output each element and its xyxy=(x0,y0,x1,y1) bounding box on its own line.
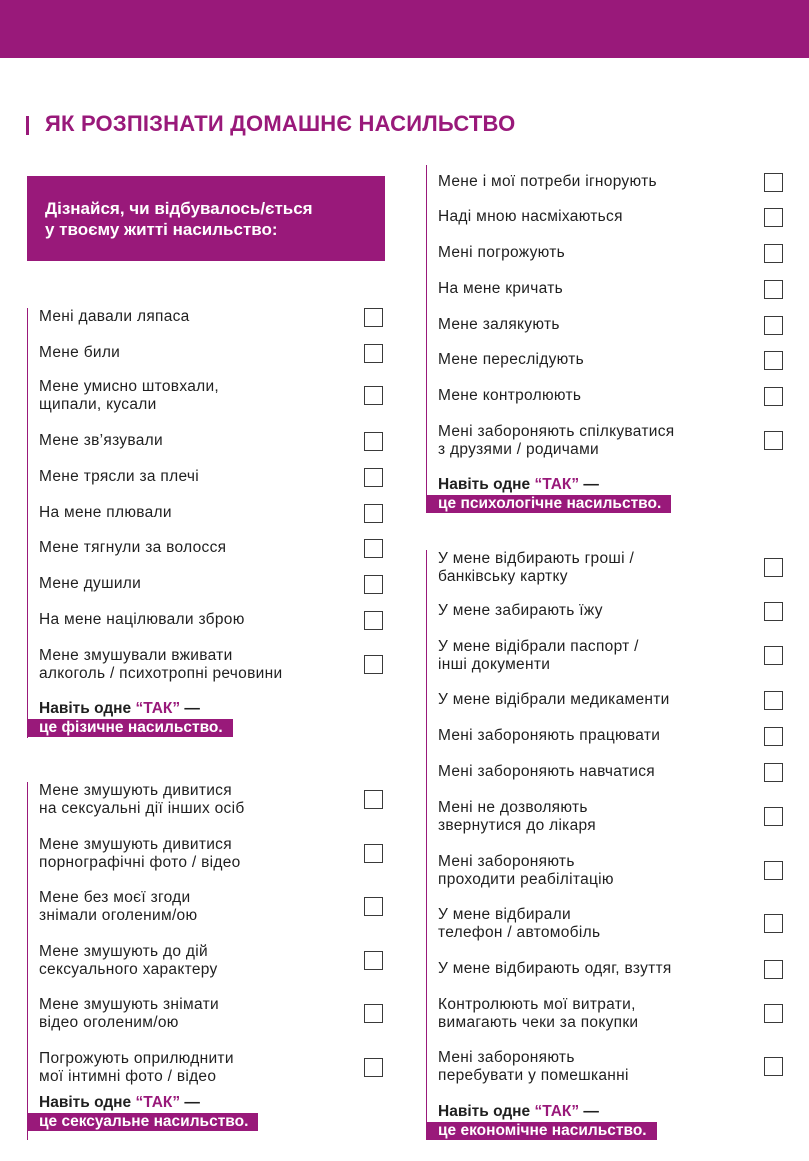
checkbox[interactable] xyxy=(364,504,383,523)
checklist-item xyxy=(438,208,623,226)
conclusion-prefix: Навіть одне xyxy=(39,1094,136,1111)
checkbox[interactable] xyxy=(364,468,383,487)
checklist-item xyxy=(438,763,655,781)
conclusion-line xyxy=(39,1094,258,1112)
checklist-item xyxy=(39,468,199,486)
checklist-item-label: На мене плювали xyxy=(39,504,172,521)
checklist-item-label: Наді мною насміхаються xyxy=(438,208,623,225)
checklist-item xyxy=(39,344,120,362)
section-physical xyxy=(27,308,387,738)
checkbox[interactable] xyxy=(764,431,783,450)
checklist-item-label: Мені давали ляпаса xyxy=(39,308,190,325)
checklist-item-label: Мені забороняють спілкуватися з друзями / родичами xyxy=(438,423,675,458)
checklist-item xyxy=(39,1050,234,1086)
checklist-item xyxy=(39,575,141,593)
conclusion-line xyxy=(39,700,233,718)
conclusion-suffix: — xyxy=(180,1094,200,1111)
checklist-item xyxy=(39,782,245,818)
checkbox[interactable] xyxy=(764,960,783,979)
checklist-item-label: Мене трясли за плечі xyxy=(39,468,199,485)
violence-type-label: це сексуальне насильство. xyxy=(27,1113,258,1131)
violence-type-label: це економічне насильство. xyxy=(426,1122,657,1140)
checklist-item-label: Мене змушували вживати алкоголь / психотропні речовини xyxy=(39,647,283,682)
checkbox[interactable] xyxy=(764,387,783,406)
checkbox[interactable] xyxy=(364,344,383,363)
checklist-item xyxy=(438,1049,629,1085)
checklist-item xyxy=(39,611,245,629)
checklist-item xyxy=(438,387,581,405)
checkbox[interactable] xyxy=(764,691,783,710)
checklist-item xyxy=(438,853,614,889)
section-sexual xyxy=(27,782,387,1140)
checklist-item-label: Мене зв’язували xyxy=(39,432,163,449)
section-accent-bar xyxy=(27,308,28,738)
checklist-item-label: Мене тягнули за волосся xyxy=(39,539,227,556)
checklist-item xyxy=(39,378,219,414)
conclusion-highlight: “ТАК” xyxy=(534,1103,580,1120)
checkbox[interactable] xyxy=(364,308,383,327)
checklist-item xyxy=(39,539,226,557)
checklist-item-label: Мені забороняють працювати xyxy=(438,727,661,744)
checklist-item-label: Мене контролюють xyxy=(438,387,582,404)
checkbox[interactable] xyxy=(764,1057,783,1076)
checklist-item-label: Мене душили xyxy=(39,575,142,592)
checklist-item-label: Мене переслідують xyxy=(438,351,585,368)
page-title: ЯК РОЗПІЗНАТИ ДОМАШНЄ НАСИЛЬСТВО xyxy=(45,111,516,136)
checkbox[interactable] xyxy=(764,280,783,299)
conclusion-prefix: Навіть одне xyxy=(438,476,535,493)
checklist-item-label: Мене змушують знімати відео оголеним/ою xyxy=(39,996,219,1031)
checklist-item xyxy=(438,799,596,835)
checklist-item-label: Мене змушують дивитися на сексуальні дії інших осіб xyxy=(39,782,245,817)
checklist-item xyxy=(438,906,600,942)
checkbox[interactable] xyxy=(764,602,783,621)
title-accent-mark xyxy=(26,116,29,135)
checkbox[interactable] xyxy=(364,611,383,630)
checklist-item xyxy=(438,996,638,1032)
checklist-item-label: На мене націлювали зброю xyxy=(39,611,245,628)
checkbox[interactable] xyxy=(364,1004,383,1023)
checklist-item-label: На мене кричать xyxy=(438,280,563,297)
checkbox[interactable] xyxy=(764,1004,783,1023)
intro-text: Дізнайся, чи відбувалось/ється у твоєму житті насильство: xyxy=(45,199,313,239)
checklist-item-label: Мене били xyxy=(39,344,121,361)
checkbox[interactable] xyxy=(764,763,783,782)
checkbox[interactable] xyxy=(764,173,783,192)
conclusion-suffix: — xyxy=(579,476,599,493)
checklist-item xyxy=(438,960,672,978)
section-conclusion xyxy=(426,476,671,513)
checklist-item xyxy=(39,996,219,1032)
checklist-item xyxy=(39,432,163,450)
checklist-item xyxy=(438,244,565,262)
checkbox[interactable] xyxy=(764,807,783,826)
checkbox[interactable] xyxy=(364,897,383,916)
conclusion-highlight: “ТАК” xyxy=(534,476,580,493)
checkbox[interactable] xyxy=(764,244,783,263)
conclusion-line xyxy=(438,1103,657,1121)
checkbox[interactable] xyxy=(364,432,383,451)
section-psychological xyxy=(426,165,786,513)
checklist-item xyxy=(39,943,218,979)
checklist-item-label: У мене відбирали телефон / автомобіль xyxy=(438,906,601,941)
checklist-item xyxy=(438,638,639,674)
section-conclusion xyxy=(426,1103,657,1140)
checklist-item xyxy=(438,280,563,298)
checklist-item xyxy=(39,308,190,326)
checklist-item-label: Контролюють мої витрати, вимагають чеки за покупки xyxy=(438,996,639,1031)
checkbox[interactable] xyxy=(364,951,383,970)
checklist-item xyxy=(438,602,603,620)
checklist-item xyxy=(438,727,660,745)
checklist-item xyxy=(39,647,282,683)
checklist-item-label: Мене і мої потреби ігнорують xyxy=(438,173,657,190)
checklist-item xyxy=(438,550,634,586)
checkbox[interactable] xyxy=(364,655,383,674)
checklist-item xyxy=(438,423,674,459)
checklist-item xyxy=(438,316,560,334)
checklist-item xyxy=(438,351,584,369)
checkbox[interactable] xyxy=(364,790,383,809)
checklist-item xyxy=(438,691,670,709)
checkbox[interactable] xyxy=(764,316,783,335)
checklist-item-label: Мене без моєї згоди знімали оголеним/ою xyxy=(39,889,198,924)
conclusion-suffix: — xyxy=(579,1103,599,1120)
conclusion-highlight: “ТАК” xyxy=(135,1094,181,1111)
checklist-item-label: У мене відбирають гроші / банківську картку xyxy=(438,550,635,585)
checkbox[interactable] xyxy=(364,1058,383,1077)
conclusion-prefix: Навіть одне xyxy=(438,1103,535,1120)
conclusion-line xyxy=(438,476,671,494)
checklist-item-label: У мене відбирають одяг, взуття xyxy=(438,960,672,977)
checklist-item-label: У мене відібрали паспорт / інші документи xyxy=(438,638,639,673)
checklist-item-label: Погрожують оприлюднити мої інтимні фото / відео xyxy=(39,1050,234,1085)
section-conclusion xyxy=(27,1094,258,1131)
checklist-item-label: Мені забороняють перебувати у помешканні xyxy=(438,1049,629,1084)
section-accent-bar xyxy=(426,550,427,1140)
section-economic xyxy=(426,550,786,1140)
checklist-item-label: Мене залякують xyxy=(438,316,560,333)
checklist-item-label: Мене змушують дивитися порнографічні фото / відео xyxy=(39,836,241,871)
checklist-item-label: Мене змушують до дій сексуального характеру xyxy=(39,943,218,978)
checklist-item-label: Мені не дозволяють звернутися до лікаря xyxy=(438,799,596,834)
checklist-item-label: У мене відібрали медикаменти xyxy=(438,691,670,708)
checklist-item-label: Мені забороняють навчатися xyxy=(438,763,655,780)
section-accent-bar xyxy=(426,165,427,513)
checkbox[interactable] xyxy=(364,844,383,863)
top-banner xyxy=(0,0,809,58)
checklist-item-label: Мене умисно штовхали, щипали, кусали xyxy=(39,378,220,413)
checkbox[interactable] xyxy=(364,539,383,558)
checklist-item xyxy=(438,173,657,191)
conclusion-suffix: — xyxy=(180,700,200,717)
checklist-item xyxy=(39,889,197,925)
checklist-item-label: Мені забороняють проходити реабілітацію xyxy=(438,853,614,888)
violence-type-label: це психологічне насильство. xyxy=(426,495,671,513)
section-conclusion xyxy=(27,700,233,737)
section-accent-bar xyxy=(27,782,28,1140)
checklist-item-label: У мене забирають їжу xyxy=(438,602,603,619)
conclusion-prefix: Навіть одне xyxy=(39,700,136,717)
checklist-item-label: Мені погрожують xyxy=(438,244,566,261)
checklist-item xyxy=(39,836,241,872)
checkbox[interactable] xyxy=(764,914,783,933)
conclusion-highlight: “ТАК” xyxy=(135,700,181,717)
checkbox[interactable] xyxy=(764,646,783,665)
checkbox[interactable] xyxy=(764,351,783,370)
checkbox[interactable] xyxy=(364,386,383,405)
intro-box xyxy=(27,176,385,261)
checkbox[interactable] xyxy=(764,208,783,227)
violence-type-label: це фізичне насильство. xyxy=(27,719,233,737)
checkbox[interactable] xyxy=(764,558,783,577)
checklist-item xyxy=(39,504,172,522)
checkbox[interactable] xyxy=(764,861,783,880)
checkbox[interactable] xyxy=(364,575,383,594)
checkbox[interactable] xyxy=(764,727,783,746)
